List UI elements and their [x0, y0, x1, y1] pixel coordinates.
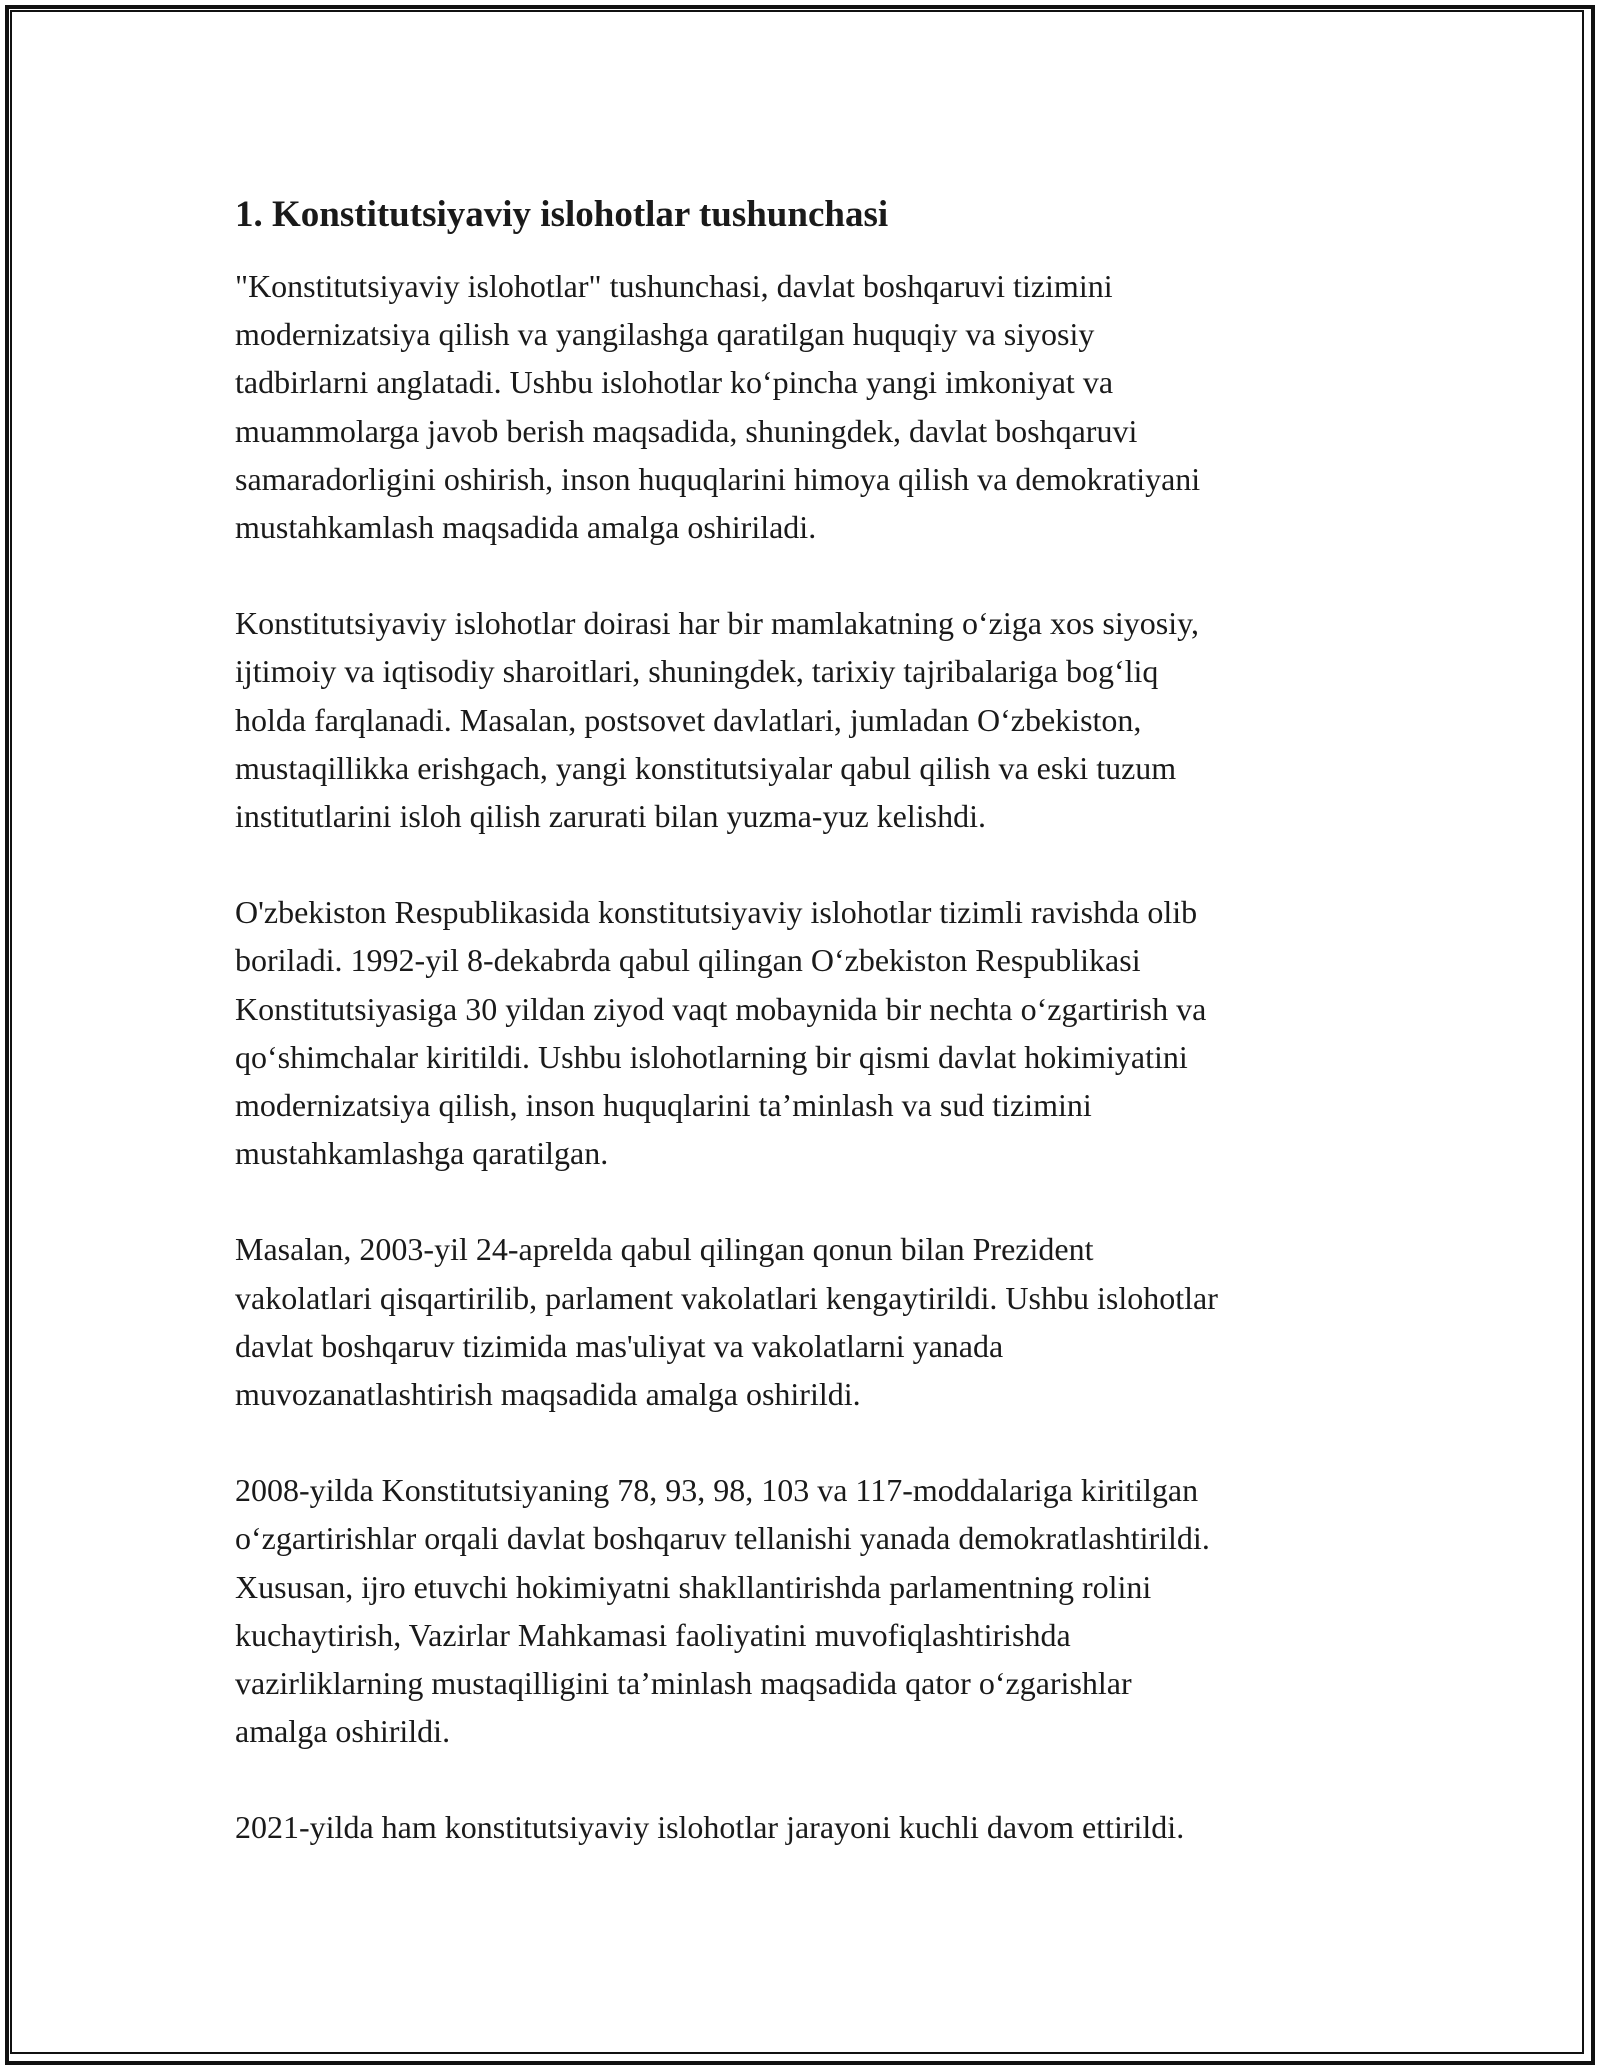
text-line: vakolatlari qisqartirilib, parlament vakolatlari kengaytirildi. Ushbu islohotlar — [235, 1279, 1218, 1316]
text-line: "Konstitutsiyaviy islohotlar" tushunchasi, davlat boshqaruvi tizimini — [235, 268, 1113, 304]
text-line: Konstitutsiyasiga 30 yildan ziyod vaqt mobaynida bir nechta o‘zgartirish va — [235, 990, 1207, 1027]
text-line: muvozanatlashtirish maqsadida amalga oshirildi. — [235, 1376, 861, 1413]
text-line: muammolarga javob berish maqsadida, shuningdek, davlat boshqaruvi — [235, 412, 1138, 449]
text-line: O'zbekiston Respublikasida konstitutsiyaviy islohotlar tizimli ravishda olib — [235, 894, 1198, 931]
paragraph-4 — [235, 1225, 1375, 1418]
text-line: modernizatsiya qilish, inson huquqlarini ta’minlash va sud tizimini — [235, 1087, 1092, 1124]
text-line: holda farqlanadi. Masalan, postsovet davlatlari, jumladan O‘zbekiston, — [235, 701, 1142, 738]
text-line: ijtimoiy va iqtisodiy sharoitlari, shuningdek, tarixiy tajribalariga bog‘liq — [235, 653, 1159, 690]
text-line: 2021-yilda ham konstitutsiyaviy islohotlar jarayoni kuchli davom ettirildi. — [235, 1809, 1185, 1846]
text-line: samaradorligini oshirish, inson huquqlarini himoya qilish va demokratiyani — [235, 460, 1201, 497]
paragraph-6 — [235, 1803, 1375, 1851]
text-line: 2008-yilda Konstitutsiyaning 78, 93, 98, 103 va 117-moddalariga kiritilgan — [235, 1472, 1199, 1509]
paragraph-1 — [235, 262, 1375, 551]
text-line: amalga oshirildi. — [235, 1713, 451, 1750]
paragraph-5 — [235, 1466, 1375, 1755]
text-line: o‘zgartirishlar orqali davlat boshqaruv tellanishi yanada demokratlashtirildi. — [235, 1520, 1210, 1557]
text-line: qo‘shimchalar kiritildi. Ushbu islohotlarning bir qismi davlat hokimiyatini — [235, 1038, 1188, 1075]
text-line: mustahkamlashga qaratilgan. — [235, 1135, 609, 1172]
text-line: Xususan, ijro etuvchi hokimiyatni shakllantirishda parlamentning rolini — [235, 1568, 1152, 1605]
text-line: vazirliklarning mustaqilligini ta’minlash maqsadida qator o‘zgarishlar — [235, 1665, 1132, 1702]
text-line: mustaqillikka erishgach, yangi konstitutsiyalar qabul qilish va eski tuzum — [235, 749, 1177, 786]
text-line: modernizatsiya qilish va yangilashga qaratilgan huquqiy va siyosiy — [235, 316, 1095, 353]
text-line: Konstitutsiyaviy islohotlar doirasi har bir mamlakatning o‘ziga xos siyosiy, — [235, 605, 1200, 642]
text-line: tadbirlarni anglatadi. Ushbu islohotlar ko‘pincha yangi imkoniyat va — [235, 364, 1114, 401]
paragraph-2 — [235, 599, 1375, 840]
text-line: institutlarini isloh qilish zarurati bilan yuzma-yuz kelishdi. — [235, 798, 986, 835]
text-line: Masalan, 2003-yil 24-aprelda qabul qilingan qonun bilan Prezident — [235, 1231, 1094, 1268]
document-page — [235, 190, 1375, 1900]
section-heading: 1. Konstitutsiyaviy islohotlar tushunchasi — [235, 194, 889, 235]
text-line: davlat boshqaruv tizimida mas'uliyat va vakolatlarni yanada — [235, 1327, 1004, 1364]
text-line: kuchaytirish, Vazirlar Mahkamasi faoliyatini muvofiqlashtirishda — [235, 1616, 1071, 1653]
paragraph-3 — [235, 888, 1375, 1177]
text-line: mustahkamlash maqsadida amalga oshiriladi. — [235, 509, 817, 546]
text-line: boriladi. 1992-yil 8-dekabrda qabul qilingan O‘zbekiston Respublikasi — [235, 942, 1141, 979]
